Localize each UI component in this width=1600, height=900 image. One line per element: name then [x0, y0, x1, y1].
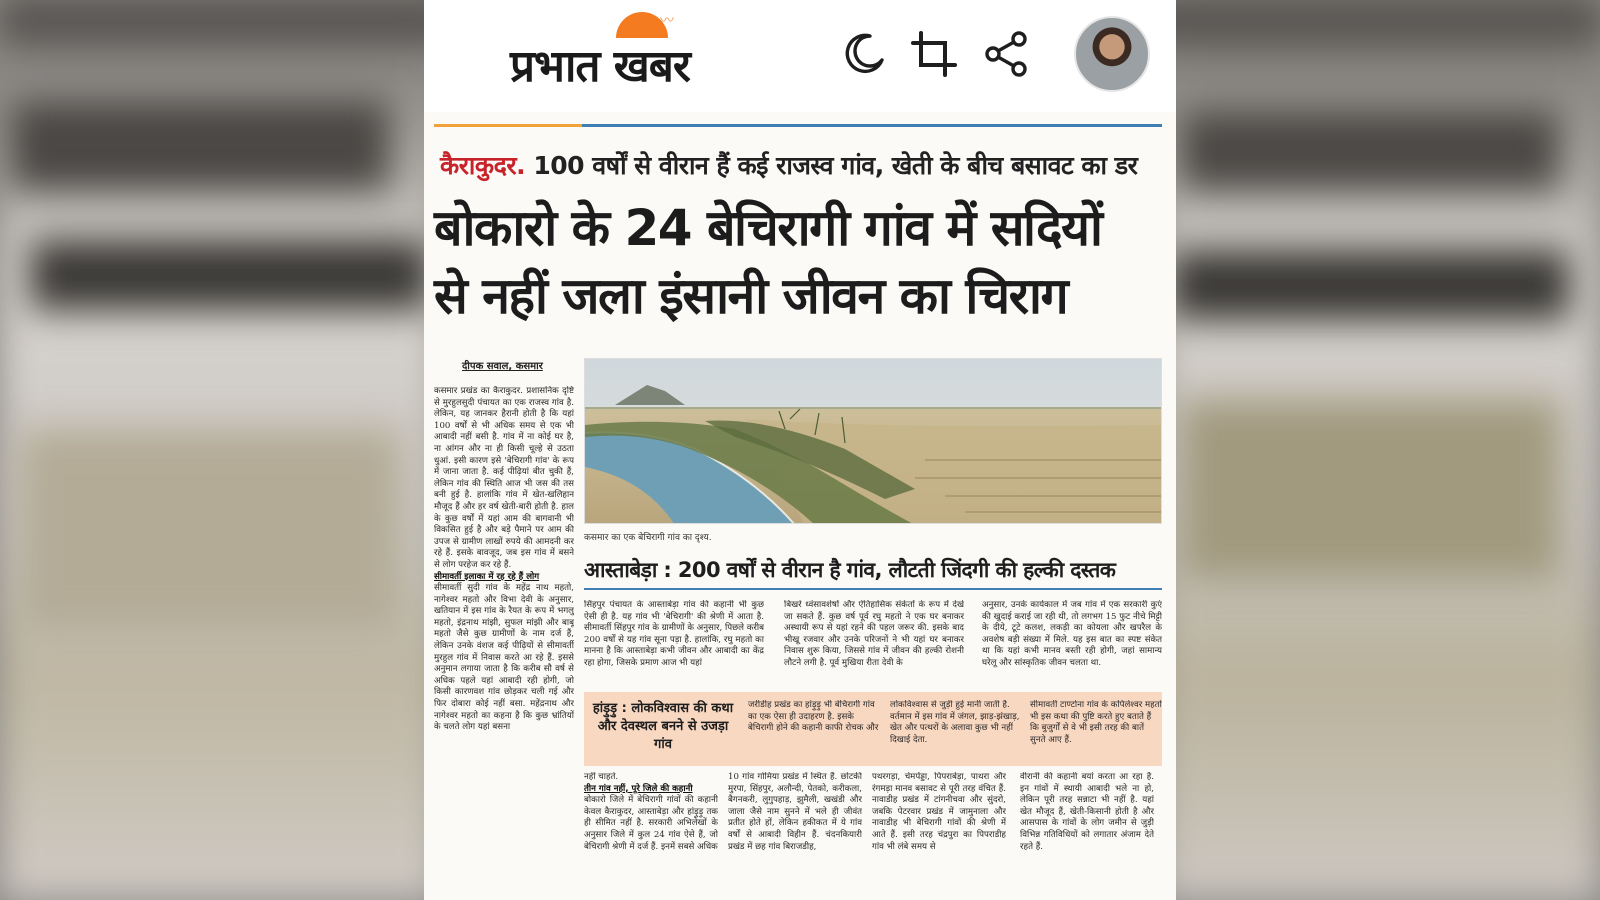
headline-line-2: से नहीं जला इंसानी जीवन का चिराग [434, 267, 1068, 325]
share-icon[interactable] [980, 28, 1032, 80]
highlight-band [584, 692, 1162, 766]
kicker-place: कैराकुदर. [440, 151, 526, 180]
band-column-1: जरीडीह प्रखंड का हांड़ुड़ु भी बेचिरागी गांव का एक ऐसा ही उदाहरण है. इसके बेचिरागी होने की कहानी काफी रोचक और [748, 700, 879, 734]
section-heading: आस्ताबेड़ा : 200 वर्षों से वीरान है गांव, लौटती जिंदगी की हल्की दस्तक [584, 558, 1116, 582]
section-column-3: अनुसार, उनके कार्यकाल में जब गांव में एक सरकारी कुएं की खुदाई कराई जा रही थी, तो लगभग 15 फुट नीचे मिट्टी के दीये, टूटे कलश, लकड़ी का कोयला और खपरैल के अवशेष बड़ी संख्या में मिले. यह इस बात का स्पष्ट संकेत था कि यहां कभी मानव बस्ती रही होगी, जहां सामान्य घरेलू और सांस्कृतिक जीवन चलता था. [982, 600, 1162, 668]
newspaper-page [424, 0, 1176, 900]
headline [434, 194, 1164, 330]
top-bar [424, 0, 1176, 112]
logo-bird-icon: 〰 [660, 13, 674, 29]
headline-line-1: बोकारो के 24 बेचिरागी गांव में सदियों [434, 199, 1102, 257]
subheading: तीन गांव नहीं, पूरे जिले की कहानी [584, 783, 693, 794]
bottom-column-4: वीरानी की कहानी बयां करता आ रहा है. इन गांवों में स्थायी आबादी भले ना हो, लेकिन पूरी तरह सन्नाटा भी नहीं है. यहां खेत मौजूद हैं, खेती-किसानी होती है और आसपास के गांवों के लोग जमीन से जुड़ी विभिन्न गतिविधियों को लगातार अंजाम देते रहते हैं. [1020, 772, 1154, 852]
paragraph: कसमार प्रखंड का कैराकुदर. प्रशासनिक दृष्टि से मुरहुलसुदी पंचायत का एक राजस्व गांव है. लेकिन, यह जानकर हैरानी होती है कि यहां 100 वर्षों से भी अधिक समय से एक भी आबादी नहीं बसी है. गांव में ना कोई घर है, ना आंगन और ना ही किसी चूल्हे से उठता धुआं. इसी कारण इसे 'बेचिरागी गांव' के रूप में जाना जाता है. कई पीढ़ियां बीत चुकी हैं, लेकिन गांव की स्थिति आज भी जस की तस बनी हुई है. हालांकि गांव में खेत-खलिहान मौजूद हैं और हर वर्ष खेती-बारी होती है. हाल के कुछ वर्षों में यहां आम की बागवानी भी विकसित हुई है और बड़े पैमाने पर आम की उपज से ग्रामीण लाखों रुपये की आमदनी कर रहे हैं. इसके बावजूद, जब इस गांव में बसने से लोग परहेज कर रहे हैं. [434, 386, 574, 570]
logo [510, 8, 780, 92]
divider-orange [434, 124, 582, 127]
subheading: सीमावर्ती इलाका में रह रहे हैं लोग [434, 571, 540, 582]
paragraph: सीमावर्ती सुदी गांव के महेंद्र नाथ महतो, नागेश्वर महतो और विभा देवी के अनुसार, खतियान में इस गांव के रैयत के रूप में भगलु महतो, इंद्रनाथ मांझी, सुफल मांझी और बाबू महतो जैसे कुछ ग्रामीणों के नाम दर्ज हैं, लेकिन उनके वंशज कई पीढ़ियों से सीमावर्ती मुरहुल गांव में निवास करते आ रहे हैं. इससे अनुमान लगाया जाता है कि करीब सौ वर्ष से अधिक पहले यहां आबादी रही होगी, जो किसी कारणवश गांव छोड़कर चली गई और फिर दोबारा कोई नहीं बसा. महेंद्रनाथ और नागेश्वर महतो का कहना है कि कुछ भ्रांतियों के चलते लोग यहां बसना [434, 583, 574, 733]
bottom-column-2: 10 गांव गोमिया प्रखंड में स्थित हैं. छोटकी मुरपा, सिंहपुर, अलौन्दी, पेतको, करीकला, बैगनकरी, लुगुपहाड़, झुमैली, खखंडी और जाला जैसे नाम सुनने में भले ही जीवंत प्रतीत होते हों, लेकिन हकीकत में ये गांव वर्षों से आबादी विहीन हैं. चंदनकियारी प्रखंड में छह गांव बिराजडीह, [728, 772, 862, 852]
divider-blue [582, 124, 1162, 127]
band-title: हांड़ुड़ु : लोकविश्वास की कथा और देवस्थल बनने से उजड़ा गांव [592, 701, 734, 752]
article-column-1 [434, 386, 574, 886]
kicker-text: 100 वर्षों से वीरान हैं कई राजस्व गांव, खेती के बीच बसावट का डर [533, 151, 1138, 180]
paragraph: बोकारो जिले में बेचिरागी गांवों की कहानी केवल कैराकुदर, आस्ताबेड़ा और हांड़ुड़ु तक ही सीमित नहीं है. सरकारी अभिलेखों के अनुसार जिले में कुल 24 गांव ऐसे हैं, जो बेचिरागी श्रेणी में दर्ज हैं. इनमें सबसे अधिक [584, 795, 718, 852]
band-column-3: सीमावर्ती टाण्टोना गांव के कपिलेश्वर महतो भी इस कथा की पुष्टि करते हुए बताते हैं कि बुजुर्गों से वे भी इसी तरह की बातें सुनते आए हैं. [1030, 700, 1162, 745]
photo-caption: कसमार का एक बेचिरागी गांव का दृश्य. [584, 533, 712, 543]
section-rule [584, 588, 1162, 590]
band-column-2: लोकविश्वास से जुड़ी हुई मानी जाती है. वर्तमान में इस गांव में जंगल, झाड़-झंखाड़, खेत और पत्थरों के अलावा कुछ भी नहीं दिखाई देता. [890, 700, 1020, 745]
section-column-1: सिंहपुर पंचायत के आस्ताबेड़ा गांव की कहानी भी कुछ ऐसी ही है. यह गांव भी 'बेचिरागी' की श्रेणी में आता है. सीमावर्ती सिंहपुर गांव के ग्रामीणों के अनुसार, पिछले करीब 200 वर्षों से यह गांव सूना पड़ा है. हालांकि, रघु महतो का मानना है कि आस्ताबेड़ा कभी जीवन और आबादी का केंद्र रहा होगा, जिसके प्रमाण आज भी यहां [584, 600, 764, 668]
crop-icon[interactable] [908, 28, 960, 80]
section-column-2: बिखरे ध्वंसावशेषों और ऐतिहासिक संकेतों के रूप में देखे जा सकते हैं. कुछ वर्ष पूर्व रघु महतो ने एक घर बनाकर अस्थायी रूप से यहां रहने की पहल जरूर की. इसके बाद भीखू रजवार और उनके परिजनों ने भी यहां घर बनाकर निवास शुरू किया, जिससे गांव में जीवन की हल्की रोशनी लौटने लगी है. पूर्व मुखिया रीता देवी के [784, 600, 964, 668]
moon-icon[interactable] [838, 28, 890, 80]
village-photo [584, 358, 1162, 524]
bottom-column-1 [584, 772, 718, 890]
avatar[interactable] [1074, 16, 1150, 92]
logo-text: प्रभात खबर [510, 41, 690, 92]
kicker [440, 148, 1160, 182]
paragraph: नहीं चाहते. [584, 772, 619, 782]
bottom-column-3: पथरगड़ा, चेमपेंड्डा, पिपराबेड़ा, पाथरा और रंगमड़ा मानव बसावट से पूरी तरह वंचित हैं. नावाडीह प्रखंड में टांगनीचवा और सुंदरो, जबकि पेटरवार प्रखंड में जामुनाला और नावाडीह भी बेचिरागी गांवों की श्रेणी में आते हैं. इसी तरह चंद्रपुरा का पिपराडीह गांव भी लंबे समय से [872, 772, 1006, 852]
byline: दीपक सवाल, कसमार [462, 361, 543, 372]
